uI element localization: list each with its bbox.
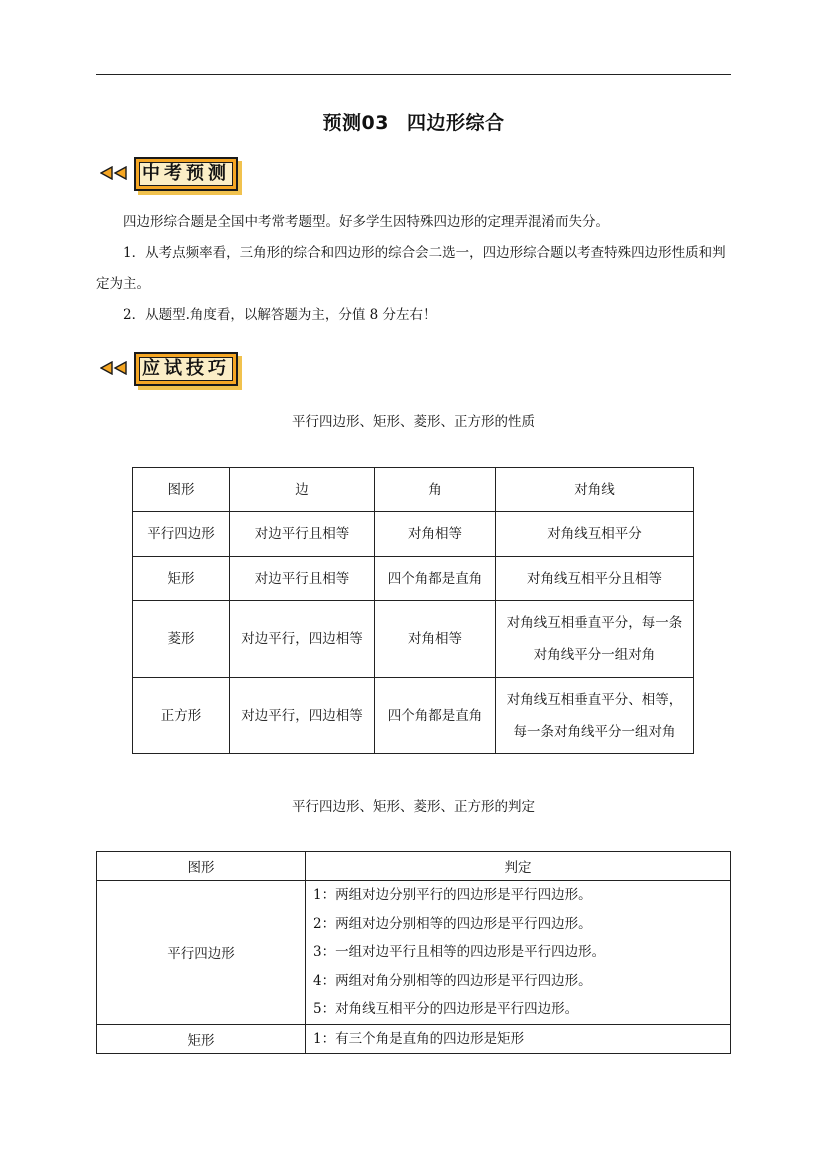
intro-text xyxy=(96,207,731,331)
page-title xyxy=(96,108,731,135)
table-cell: 对角线互相平分且相等 xyxy=(496,557,694,601)
skills-badge xyxy=(134,352,238,386)
judgement-list xyxy=(306,1024,731,1054)
table-cell: 矩形 xyxy=(133,557,230,601)
table-cell: 对边平行且相等 xyxy=(230,512,375,557)
list-item: 1：两组对边分别平行的四边形是平行四边形。 xyxy=(313,887,592,903)
list-item: 4：两组对角分别相等的四边形是平行四边形。 xyxy=(313,972,592,989)
table-cell: 平行四边形 xyxy=(133,512,230,557)
table-row xyxy=(133,678,694,754)
header-cell: 边 xyxy=(230,468,375,512)
table-cell: 对角相等 xyxy=(375,512,496,557)
table-cell: 正方形 xyxy=(133,678,230,754)
properties-table xyxy=(132,467,694,754)
header-cell: 角 xyxy=(375,468,496,512)
table-cell: 对角线互相平分 xyxy=(496,512,694,557)
table-header-row xyxy=(97,852,731,881)
intro-paragraph: 2．从题型.角度看，以解答题为主，分值 8 分左右！ xyxy=(123,307,437,323)
cell-line: 对角线互相垂直平分，每一条 xyxy=(506,615,683,631)
double-left-triangle-icon xyxy=(100,361,128,375)
judgement-list xyxy=(306,881,731,1025)
table-cell: 矩形 xyxy=(97,1024,306,1054)
cell-line: 对角线平分一组对角 xyxy=(533,647,656,663)
table-cell: 四个角都是直角 xyxy=(375,678,496,754)
forecast-label: 中考预测 xyxy=(139,162,233,186)
table-cell xyxy=(496,601,694,678)
intro-paragraph: 1．从考点频率看，三角形的综合和四边形的综合会二选一，四边形综合题以考查特殊四边形性质和判定为主。 xyxy=(96,245,726,292)
table-cell: 对角相等 xyxy=(375,601,496,678)
table-row xyxy=(97,1024,731,1054)
list-item: 3：一组对边平行且相等的四边形是平行四边形。 xyxy=(313,944,606,960)
table-row xyxy=(97,881,731,1025)
double-left-triangle-icon xyxy=(100,166,128,180)
list-item: 1：有三个角是直角的四边形是矩形 xyxy=(313,1030,525,1047)
intro-paragraph: 四边形综合题是全国中考常考题型。好多学生因特殊四边形的定理弄混淆而失分。 xyxy=(123,214,609,230)
judgement-caption: 平行四边形、矩形、菱形、正方形的判定 xyxy=(292,799,535,815)
table-cell: 菱形 xyxy=(133,601,230,678)
table-row xyxy=(133,557,694,601)
table-row xyxy=(133,512,694,557)
cell-line: 每一条对角线平分一组对角 xyxy=(513,723,676,740)
header-rule xyxy=(96,74,731,75)
header-cell: 图形 xyxy=(97,852,306,881)
title-text: 四边形综合 xyxy=(406,112,505,134)
table-cell: 平行四边形 xyxy=(97,881,306,1025)
table-cell: 对边平行，四边相等 xyxy=(230,601,375,678)
header-cell: 图形 xyxy=(133,468,230,512)
header-cell: 对角线 xyxy=(496,468,694,512)
header-cell: 判定 xyxy=(306,852,731,881)
table-row xyxy=(133,601,694,678)
title-number: 预测03 xyxy=(322,112,389,134)
list-item: 2：两组对边分别相等的四边形是平行四边形。 xyxy=(313,915,592,932)
list-item: 5：对角线互相平分的四边形是平行四边形。 xyxy=(313,1001,579,1017)
forecast-badge xyxy=(134,157,238,191)
table-cell: 对边平行，四边相等 xyxy=(230,678,375,754)
properties-caption: 平行四边形、矩形、菱形、正方形的性质 xyxy=(292,414,535,430)
table-cell: 对边平行且相等 xyxy=(230,557,375,601)
judgement-table xyxy=(96,851,731,1054)
cell-line: 对角线互相垂直平分、相等， xyxy=(506,691,683,708)
skills-label: 应试技巧 xyxy=(139,357,233,381)
table-header-row xyxy=(133,468,694,512)
table-cell: 四个角都是直角 xyxy=(375,557,496,601)
table-cell xyxy=(496,678,694,754)
